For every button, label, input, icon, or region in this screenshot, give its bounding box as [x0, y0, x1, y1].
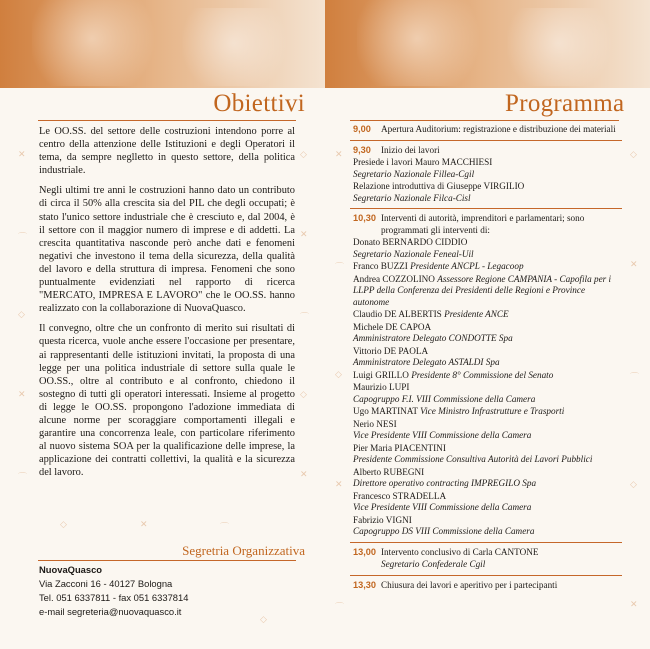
- speaker-role: Presidente ANCPL - Legacoop: [410, 261, 524, 271]
- slot-time: 10,30: [353, 213, 376, 223]
- slot-divider: [350, 575, 622, 576]
- slot-time: 9,30: [353, 144, 371, 155]
- schedule-slot: [353, 580, 619, 592]
- program-title: Programma: [505, 90, 625, 117]
- speaker: [353, 181, 619, 204]
- speaker: [353, 443, 619, 466]
- right-panel: [325, 0, 650, 649]
- speaker-name: Claudio DE ALBERTIS: [353, 309, 442, 319]
- speaker-role: Capogruppo DS VIII Commissione della Camera: [353, 526, 535, 536]
- speaker: [353, 515, 619, 538]
- slot-time: 13,30: [353, 579, 376, 590]
- slot-time: 9,00: [353, 124, 371, 134]
- speaker-role: Presidente Commissione Consultiva Autorità dei Lavori Pubblici: [353, 454, 593, 464]
- speaker-role: Assessore Regione CAMPANIA - Capofila per i LLPP della Conferenza dei Presidenti delle Regioni e Province autonome: [353, 273, 612, 307]
- objectives-text: [39, 125, 295, 486]
- secretariat-rule: [38, 560, 296, 561]
- objectives-rule: [38, 120, 296, 121]
- program-rule: [350, 120, 619, 121]
- speaker-name: Nerio NESI: [353, 418, 397, 429]
- slot-description: Inizio dei lavori: [381, 144, 440, 155]
- schedule-slot: [353, 547, 619, 571]
- speaker-name: Fabrizio VIGNI: [353, 514, 412, 525]
- speaker: [353, 467, 619, 490]
- slot-description: Interventi di autorità, imprenditori e parlamentari; sono programmati gli interventi di:: [381, 213, 585, 235]
- slot-divider: [350, 542, 622, 543]
- speaker-role: Segretario Nazionale Fillea-Cgil: [353, 168, 475, 179]
- speaker-role: Presidente ANCE: [444, 309, 509, 319]
- schedule-slot: [353, 213, 619, 236]
- contact-name: NuovaQuasco: [39, 564, 103, 575]
- speaker-role: Direttore operativo contracting IMPREGILO Spa: [353, 478, 537, 488]
- speaker: [353, 370, 619, 382]
- contact-block: [39, 563, 188, 619]
- contact-phone: Tel. 051 6337811 - fax 051 6337814: [39, 592, 189, 603]
- speaker-name: Pier Maria PIACENTINI: [353, 442, 446, 453]
- speaker-role: Vice Presidente VIII Commissione della Camera: [353, 502, 532, 512]
- speaker: [353, 382, 619, 405]
- objectives-paragraph: Il convegno, oltre che un confronto di merito sui risultati di questa ricerca, vuole anche essere l'occasione per presentare, ai rappresentanti delle istituzioni invitati, la proposta di una legge per una politica industriale di settore sulla quale le OO.SS., oltre al contributo e al confronto, chiedono il sostegno di tutti gli operatori interessati. Insieme al progetto di legge le OO.SS. propongono l'adozione immediata di alcune norme per scoraggiare comportamenti illegali e garantire una concorrenza leale, con particolare riferimento al nuovo sistema SOA per la qualificazione delle imprese, la applicazione dei contratti collettivi, la qualità e la sicurezza del lavoro.: [39, 323, 295, 479]
- contact-address: Via Zacconi 16 - 40127 Bologna: [39, 578, 173, 589]
- speaker: [353, 322, 619, 345]
- speaker-role: Segretario Nazionale Feneal-Uil: [353, 248, 474, 259]
- speaker-role: Capogruppo F.I. VIII Commissione della Camera: [353, 393, 536, 404]
- speaker-name: Alberto RUBEGNI: [353, 466, 425, 477]
- speaker-role: Segretario Confederale Cgil: [381, 559, 486, 569]
- slot-divider: [350, 208, 622, 209]
- speaker-role: Vice Presidente VIII Commissione della Camera: [353, 430, 532, 440]
- speaker: [353, 491, 619, 514]
- speaker: [353, 346, 619, 369]
- speaker: [353, 261, 619, 273]
- speaker-name: Presiede i lavori Mauro MACCHIESI: [353, 157, 493, 167]
- slot-divider: [350, 140, 622, 141]
- speaker-role: Presidente 8° Commissione del Senato: [411, 369, 554, 380]
- speaker-role: Segretario Nazionale Filca-Cisl: [353, 192, 471, 203]
- speaker-role: Amministratore Delegato ASTALDI Spa: [353, 357, 500, 367]
- secretariat-title: Segretria Organizzativa: [182, 543, 305, 558]
- objectives-title: Obiettivi: [213, 90, 305, 117]
- background-symbol-pattern: ✕ ⌒ ◇ ✕ ⌒ ◇ ✕ ⌒ ◇ ✕ ◇ ✕ ⌒ ◇: [18, 150, 310, 625]
- speaker-name: Francesco STRADELLA: [353, 490, 447, 501]
- schedule-slot: [353, 124, 619, 136]
- header-photo-band: [0, 0, 325, 88]
- speaker-role: Amministratore Delegato CONDOTTE Spa: [353, 333, 513, 343]
- speaker-name: Luigi GRILLO: [353, 369, 409, 380]
- speaker-name: Franco BUZZI: [353, 261, 408, 271]
- objectives-paragraph: Le OO.SS. del settore delle costruzioni intendono porre al centro della attenzione delle Istituzioni e degli Operatori il tema, da sempre neglletto in questo settore, della politica industriale.: [39, 126, 295, 177]
- background-symbol-pattern: ✕ ⌒ ◇ ✕ ◇ ✕ ⌒ ◇ ✕ ⌒: [335, 150, 640, 613]
- speaker-name: Ugo MARTINAT: [353, 406, 418, 416]
- header-photo-band: [325, 0, 650, 88]
- speaker-name: Relazione introduttiva di Giuseppe VIRGILIO: [353, 181, 525, 191]
- speaker-name: Donato BERNARDO CIDDIO: [353, 237, 468, 247]
- speaker-name: Maurizio LUPI: [353, 382, 410, 392]
- speaker: [353, 406, 619, 418]
- speaker: [353, 274, 619, 309]
- objectives-paragraph: Negli ultimi tre anni le costruzioni hanno dato un contributo di circa il 50% alla crescita sia del PIL che degli occupati; è stato l'unico settore industriale che è cresciuto e, dal 2004, è il settore con il maggior numero di imprese e di addetti. La crescita quantitativa nasconde però anche dati e fenomeni negativi che investono il tema della sicurezza, della qualità del lavoro e della struttura di impresa. Fenomeni che sono puntualmente evidenziati nel rapporto di ricerca "MERCATO, IMPRESA E LAVORO" che le OO.SS. hanno realizzato con la collaborazione di NuovaQuasco.: [39, 185, 295, 315]
- speaker-name: Vittorio DE PAOLA: [353, 345, 429, 356]
- slot-time: 13,00: [353, 546, 376, 557]
- speaker-name: Michele DE CAPOA: [353, 321, 432, 332]
- slot-description: Chiusura dei lavori e aperitivo per i partecipanti: [381, 579, 558, 590]
- speaker: [353, 157, 619, 180]
- speaker: [353, 237, 619, 260]
- program-schedule: [353, 124, 619, 591]
- speaker: [353, 419, 619, 442]
- speaker-role: Vice Ministro Infrastrutture e Trasporti: [420, 406, 565, 416]
- speaker-name: Andrea COZZOLINO: [353, 273, 435, 284]
- contact-email[interactable]: e-mail segreteria@nuovaquasco.it: [39, 606, 182, 617]
- slot-description: Apertura Auditorium: registrazione e distribuzione dei materiali: [381, 124, 616, 134]
- speaker: [353, 309, 619, 321]
- slot-description: Intervento conclusivo di Carla CANTONE: [381, 546, 539, 557]
- schedule-slot: [353, 145, 619, 157]
